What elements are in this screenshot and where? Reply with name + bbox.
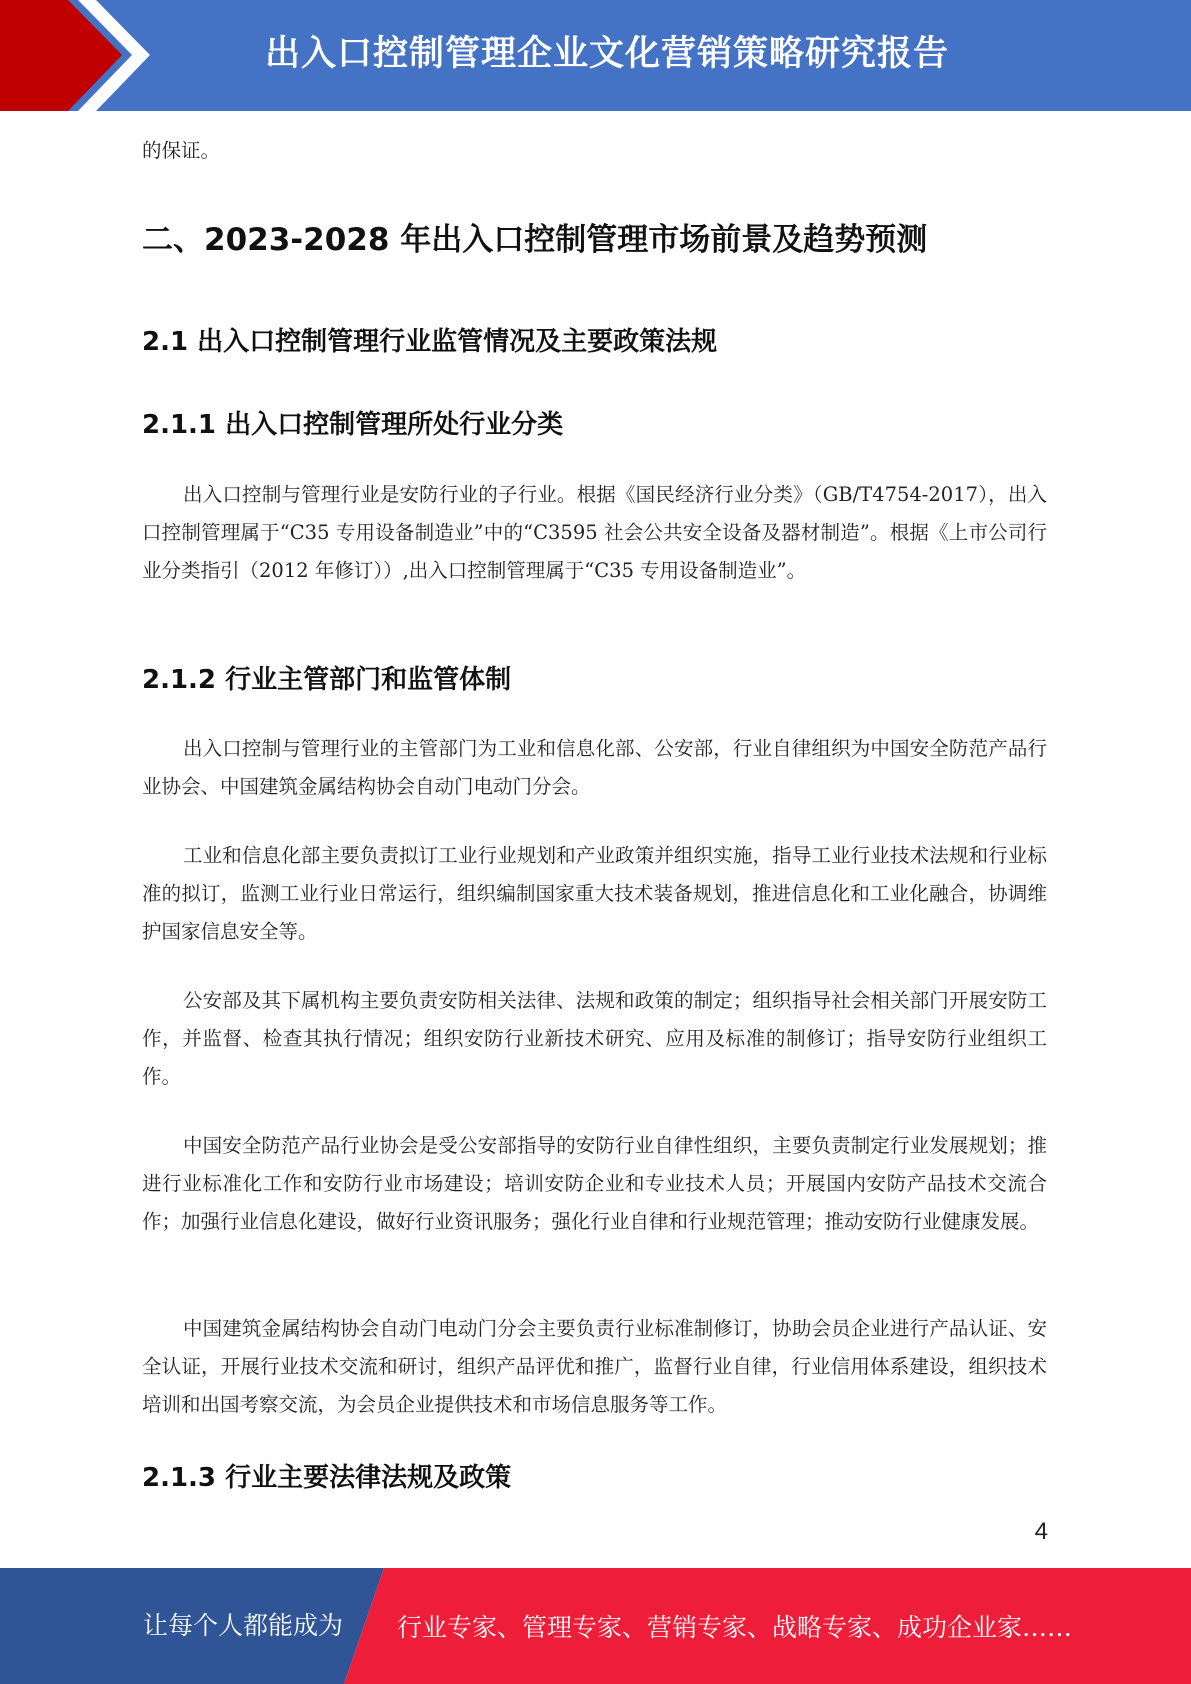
paragraph-mps: 公安部及其下属机构主要负责安防相关法律、法规和政策的制定；组织指导社会相关部门开展安防工作，并监督、检查其执行情况；组织安防行业新技术研究、应用及标准的制修订；指导安防行业组织工作。 (142, 989, 1047, 1088)
header-banner (0, 0, 1191, 111)
subsection-2-1-2-heading: 2.1.2 行业主管部门和监管体制 (142, 665, 512, 695)
paragraph-authorities: 出入口控制与管理行业的主管部门为工业和信息化部、公安部，行业自律组织为中国安全防范产品行业协会、中国建筑金属结构协会自动门电动门分会。 (142, 737, 1047, 798)
report-title: 出入口控制管理企业文化营销策略研究报告 (265, 34, 950, 74)
section-title: 二、2023-2028 年出入口控制管理市场前景及趋势预测 (142, 222, 928, 258)
paragraph-door-branch: 中国建筑金属结构协会自动门电动门分会主要负责行业标准制修订，协助会员企业进行产品认证、安全认证，开展行业技术交流和研讨，组织产品评优和推广，监督行业自律，行业信用体系建设，组织技术培训和出国考察交流，为会员企业提供技术和市场信息服务等工作。 (142, 1317, 1047, 1416)
paragraph-classification: 出入口控制与管理行业是安防行业的子行业。根据《国民经济行业分类》（GB/T4754-2017），出入口控制管理属于“C35 专用设备制造业”中的“C3595 社会公共安全设备及器材制造”。根据《上市公司行业分类指引（2012 年修订））,出入口控制管理属于“C35 专用设备制造业”。 (142, 483, 1047, 582)
intro-fragment: 的保证。 (142, 139, 221, 162)
footer-banner (0, 1568, 1191, 1684)
subsection-2-1-3-heading: 2.1.3 行业主要法律法规及政策 (142, 1463, 512, 1493)
subsection-2-1-1-heading: 2.1.1 出入口控制管理所处行业分类 (142, 410, 564, 440)
subsection-2-1-heading: 2.1 出入口控制管理行业监管情况及主要政策法规 (142, 327, 718, 357)
paragraph-miit: 工业和信息化部主要负责拟订工业行业规划和产业政策并组织实施，指导工业行业技术法规和行业标准的拟订，监测工业行业日常运行，组织编制国家重大技术装备规划，推进信息化和工业化融合，协调维护国家信息安全等。 (142, 844, 1047, 943)
paragraph-association: 中国安全防范产品行业协会是受公安部指导的安防行业自律性组织，主要负责制定行业发展规划；推进行业标准化工作和安防行业市场建设；培训安防企业和专业技术人员；开展国内安防产品技术交流合作；加强行业信息化建设，做好行业资讯服务；强化行业自律和行业规范管理；推动安防行业健康发展。 (142, 1134, 1047, 1233)
page-number: 4 (1034, 1518, 1048, 1545)
footer-slogan-right: 行业专家、管理专家、营销专家、战略专家、成功企业家…… (397, 1613, 1073, 1642)
footer-slogan-left: 让每个人都能成为 (143, 1611, 344, 1640)
